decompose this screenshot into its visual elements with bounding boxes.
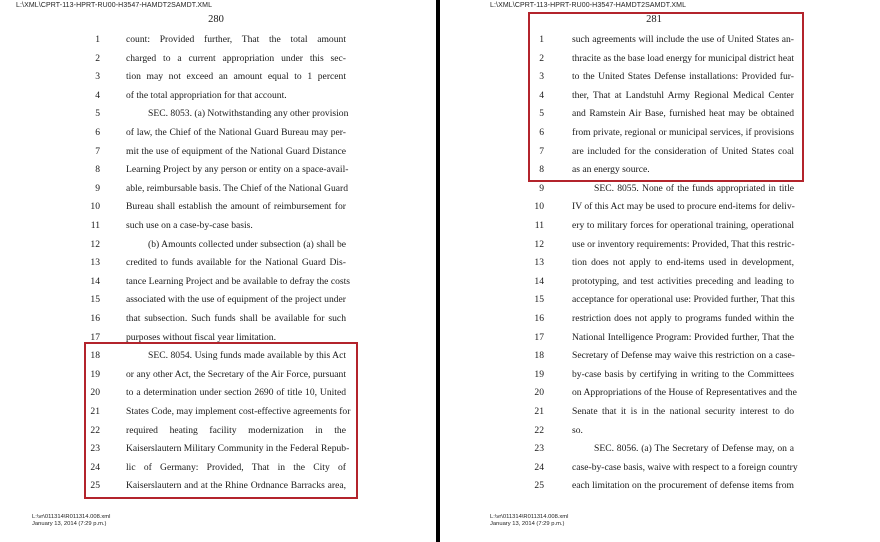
line-number: 23 — [534, 443, 544, 455]
line-text: case-by-case basis, waive with respect to a foreign country — [572, 461, 798, 473]
line-number: 8 — [95, 164, 100, 176]
line-text: use or inventory requirements: Provided, That this restric- — [572, 238, 795, 250]
line-text: so. — [572, 424, 583, 436]
line-text: thracite as the base load energy for municipal district heat — [572, 52, 794, 64]
line-number: 13 — [534, 257, 544, 269]
line-number: 25 — [534, 480, 544, 492]
line-text: as an energy source. — [572, 164, 650, 176]
line-text: Secretary of Defense may waive this restriction on a case- — [572, 350, 795, 362]
line-number: 9 — [95, 182, 100, 194]
right-header: L:\XML\CPRT-113-HPRT-RU00-H3547-HAMDT2SAMDT.XML — [490, 2, 687, 9]
line-number: 4 — [539, 89, 544, 101]
line-text: credited to funds available for the National Guard Dis- — [126, 257, 346, 269]
line-number: 18 — [90, 350, 100, 362]
line-text: such use on a case-by-case basis. — [126, 220, 253, 231]
line-number: 7 — [95, 145, 100, 157]
right-page — [440, 0, 880, 542]
line-number: 17 — [534, 331, 544, 343]
line-text: Senate that it is in the national security interest to do — [572, 406, 794, 417]
line-number: 3 — [95, 71, 100, 83]
line-number: 23 — [90, 443, 100, 455]
line-number: 25 — [90, 480, 100, 492]
line-text: and Ramstein Air Base, furnished heat may be obtained — [572, 108, 794, 120]
line-text: SEC. 8054. Using funds made available by this Act — [148, 350, 346, 362]
line-number: 12 — [90, 238, 100, 250]
line-text: count: Provided further, That the total amount — [126, 34, 346, 45]
line-number: 20 — [90, 387, 100, 399]
line-text: Bureau shall establish the amount of reimbursement for — [126, 201, 346, 213]
line-number: 12 — [534, 238, 544, 250]
line-text: to a determination under section 2690 of title 10, United — [126, 387, 346, 399]
line-number: 16 — [534, 313, 544, 324]
line-number: 22 — [90, 424, 100, 436]
line-number: 6 — [95, 127, 100, 138]
line-number: 8 — [539, 164, 544, 176]
line-text: restriction does not apply to programs funded within the — [572, 313, 794, 324]
line-number: 14 — [90, 275, 100, 287]
line-text: Kaiserslautern and at the Rhine Ordnance Barracks area, — [126, 480, 346, 492]
right-page-number: 281 — [646, 14, 662, 25]
line-text: charged to a current appropriation under this sec- — [126, 52, 346, 64]
line-number: 11 — [534, 220, 544, 231]
line-text: lic of Germany: Provided, That in the City of — [126, 461, 346, 473]
line-text: mit the use of equipment of the National Guard Distance — [126, 145, 346, 157]
line-number: 15 — [90, 294, 100, 306]
line-text: ery to military forces for operational training, operational — [572, 220, 794, 231]
line-text: or any other Act, the Secretary of the Air Force, pursuant — [126, 368, 346, 380]
line-number: 6 — [539, 127, 544, 138]
line-number: 22 — [534, 424, 544, 436]
line-number: 11 — [90, 220, 100, 231]
line-number: 10 — [534, 201, 544, 213]
line-text: associated with the use of equipment of the project under — [126, 294, 346, 306]
line-number: 2 — [539, 52, 544, 64]
line-number: 21 — [90, 406, 100, 417]
line-text: purposes without fiscal year limitation. — [126, 331, 277, 343]
line-text: (b) Amounts collected under subsection (a) shall be — [148, 238, 346, 250]
line-number: 2 — [95, 52, 100, 64]
right-footer-date: January 13, 2014 (7:29 p.m.) — [490, 521, 565, 527]
line-number: 1 — [95, 34, 100, 45]
line-number: 14 — [534, 275, 544, 287]
line-number: 19 — [534, 368, 544, 380]
line-number: 16 — [90, 313, 100, 324]
line-text: tance Learning Project and be available to defray the costs — [126, 275, 351, 287]
right-footer-file: L:\vr\011314\R011314.008.xml — [490, 514, 569, 520]
line-number: 4 — [95, 89, 100, 101]
line-number: 3 — [539, 71, 544, 83]
line-text: are included for the consideration of United States coal — [572, 145, 794, 157]
line-number: 5 — [95, 108, 100, 120]
line-text: required heating facility modernization in the — [126, 424, 346, 436]
line-text: able, reimbursable basis. The Chief of the National Guard — [126, 182, 349, 194]
line-text: SEC. 8053. (a) Notwithstanding any other provision — [148, 108, 349, 120]
line-text: Learning Project by any person or entity on a space-avail- — [126, 164, 349, 176]
line-text: on Appropriations of the House of Representatives and the — [572, 387, 797, 399]
line-text: SEC. 8056. (a) The Secretary of Defense may, on a — [594, 443, 794, 455]
line-text: each limitation on the procurement of defense items from — [572, 480, 794, 492]
line-text: SEC. 8055. None of the funds appropriated in title — [594, 182, 794, 194]
line-text: to the United States Defense installations: Provided fur- — [572, 71, 794, 83]
line-number: 5 — [539, 108, 544, 120]
line-number: 17 — [90, 331, 100, 343]
line-number: 24 — [90, 461, 100, 473]
line-text: prototyping, and test activities preceding and leading to — [572, 275, 794, 287]
line-text: of law, the Chief of the National Guard Bureau may per- — [126, 127, 346, 138]
left-footer — [32, 514, 110, 528]
line-number: 10 — [90, 201, 100, 213]
left-header: L:\XML\CPRT-113-HPRT-RU00-H3547-HAMDT2SAMDT.XML — [16, 2, 213, 9]
left-page — [0, 0, 436, 542]
right-footer — [490, 514, 568, 528]
line-text: IV of this Act may be used to procure end-items for deliv- — [572, 201, 795, 213]
line-text: of the total appropriation for that account. — [126, 89, 287, 101]
line-text: acceptance for operational use: Provided further, That this — [572, 294, 795, 306]
line-text: National Intelligence Program: Provided further, That the — [572, 331, 794, 343]
line-text: Kaiserslautern Military Community in the Federal Repub- — [126, 443, 350, 455]
line-text: such agreements will include the use of United States an- — [572, 34, 794, 45]
line-text: by-case basis by certifying in writing to the Committees — [572, 368, 794, 380]
line-number: 19 — [90, 368, 100, 380]
line-number: 13 — [90, 257, 100, 269]
line-text: tion does not apply to end-items used in development, — [572, 257, 794, 269]
line-number: 24 — [534, 461, 544, 473]
line-text: from private, regional or municipal services, if provisions — [572, 127, 794, 138]
line-text: that subsection. Such funds shall be available for such — [126, 313, 346, 324]
line-number: 7 — [539, 145, 544, 157]
left-footer-date: January 13, 2014 (7:29 p.m.) — [32, 521, 107, 527]
left-page-number: 280 — [208, 14, 224, 25]
line-text: States Code, may implement cost-effective agreements for — [126, 406, 351, 417]
left-highlight-box — [84, 342, 358, 499]
line-text: ther, That at Landstuhl Army Regional Medical Center — [572, 89, 794, 101]
line-number: 9 — [539, 182, 544, 194]
line-number: 20 — [534, 387, 544, 399]
right-highlight-box — [528, 12, 804, 182]
left-footer-file: L:\vr\011314\R011314.008.xml — [32, 514, 111, 520]
line-number: 18 — [534, 350, 544, 362]
line-number: 15 — [534, 294, 544, 306]
line-number: 21 — [534, 406, 544, 417]
line-number: 1 — [539, 34, 544, 45]
line-text: tion may not exceed an amount equal to 1 percent — [126, 71, 346, 83]
